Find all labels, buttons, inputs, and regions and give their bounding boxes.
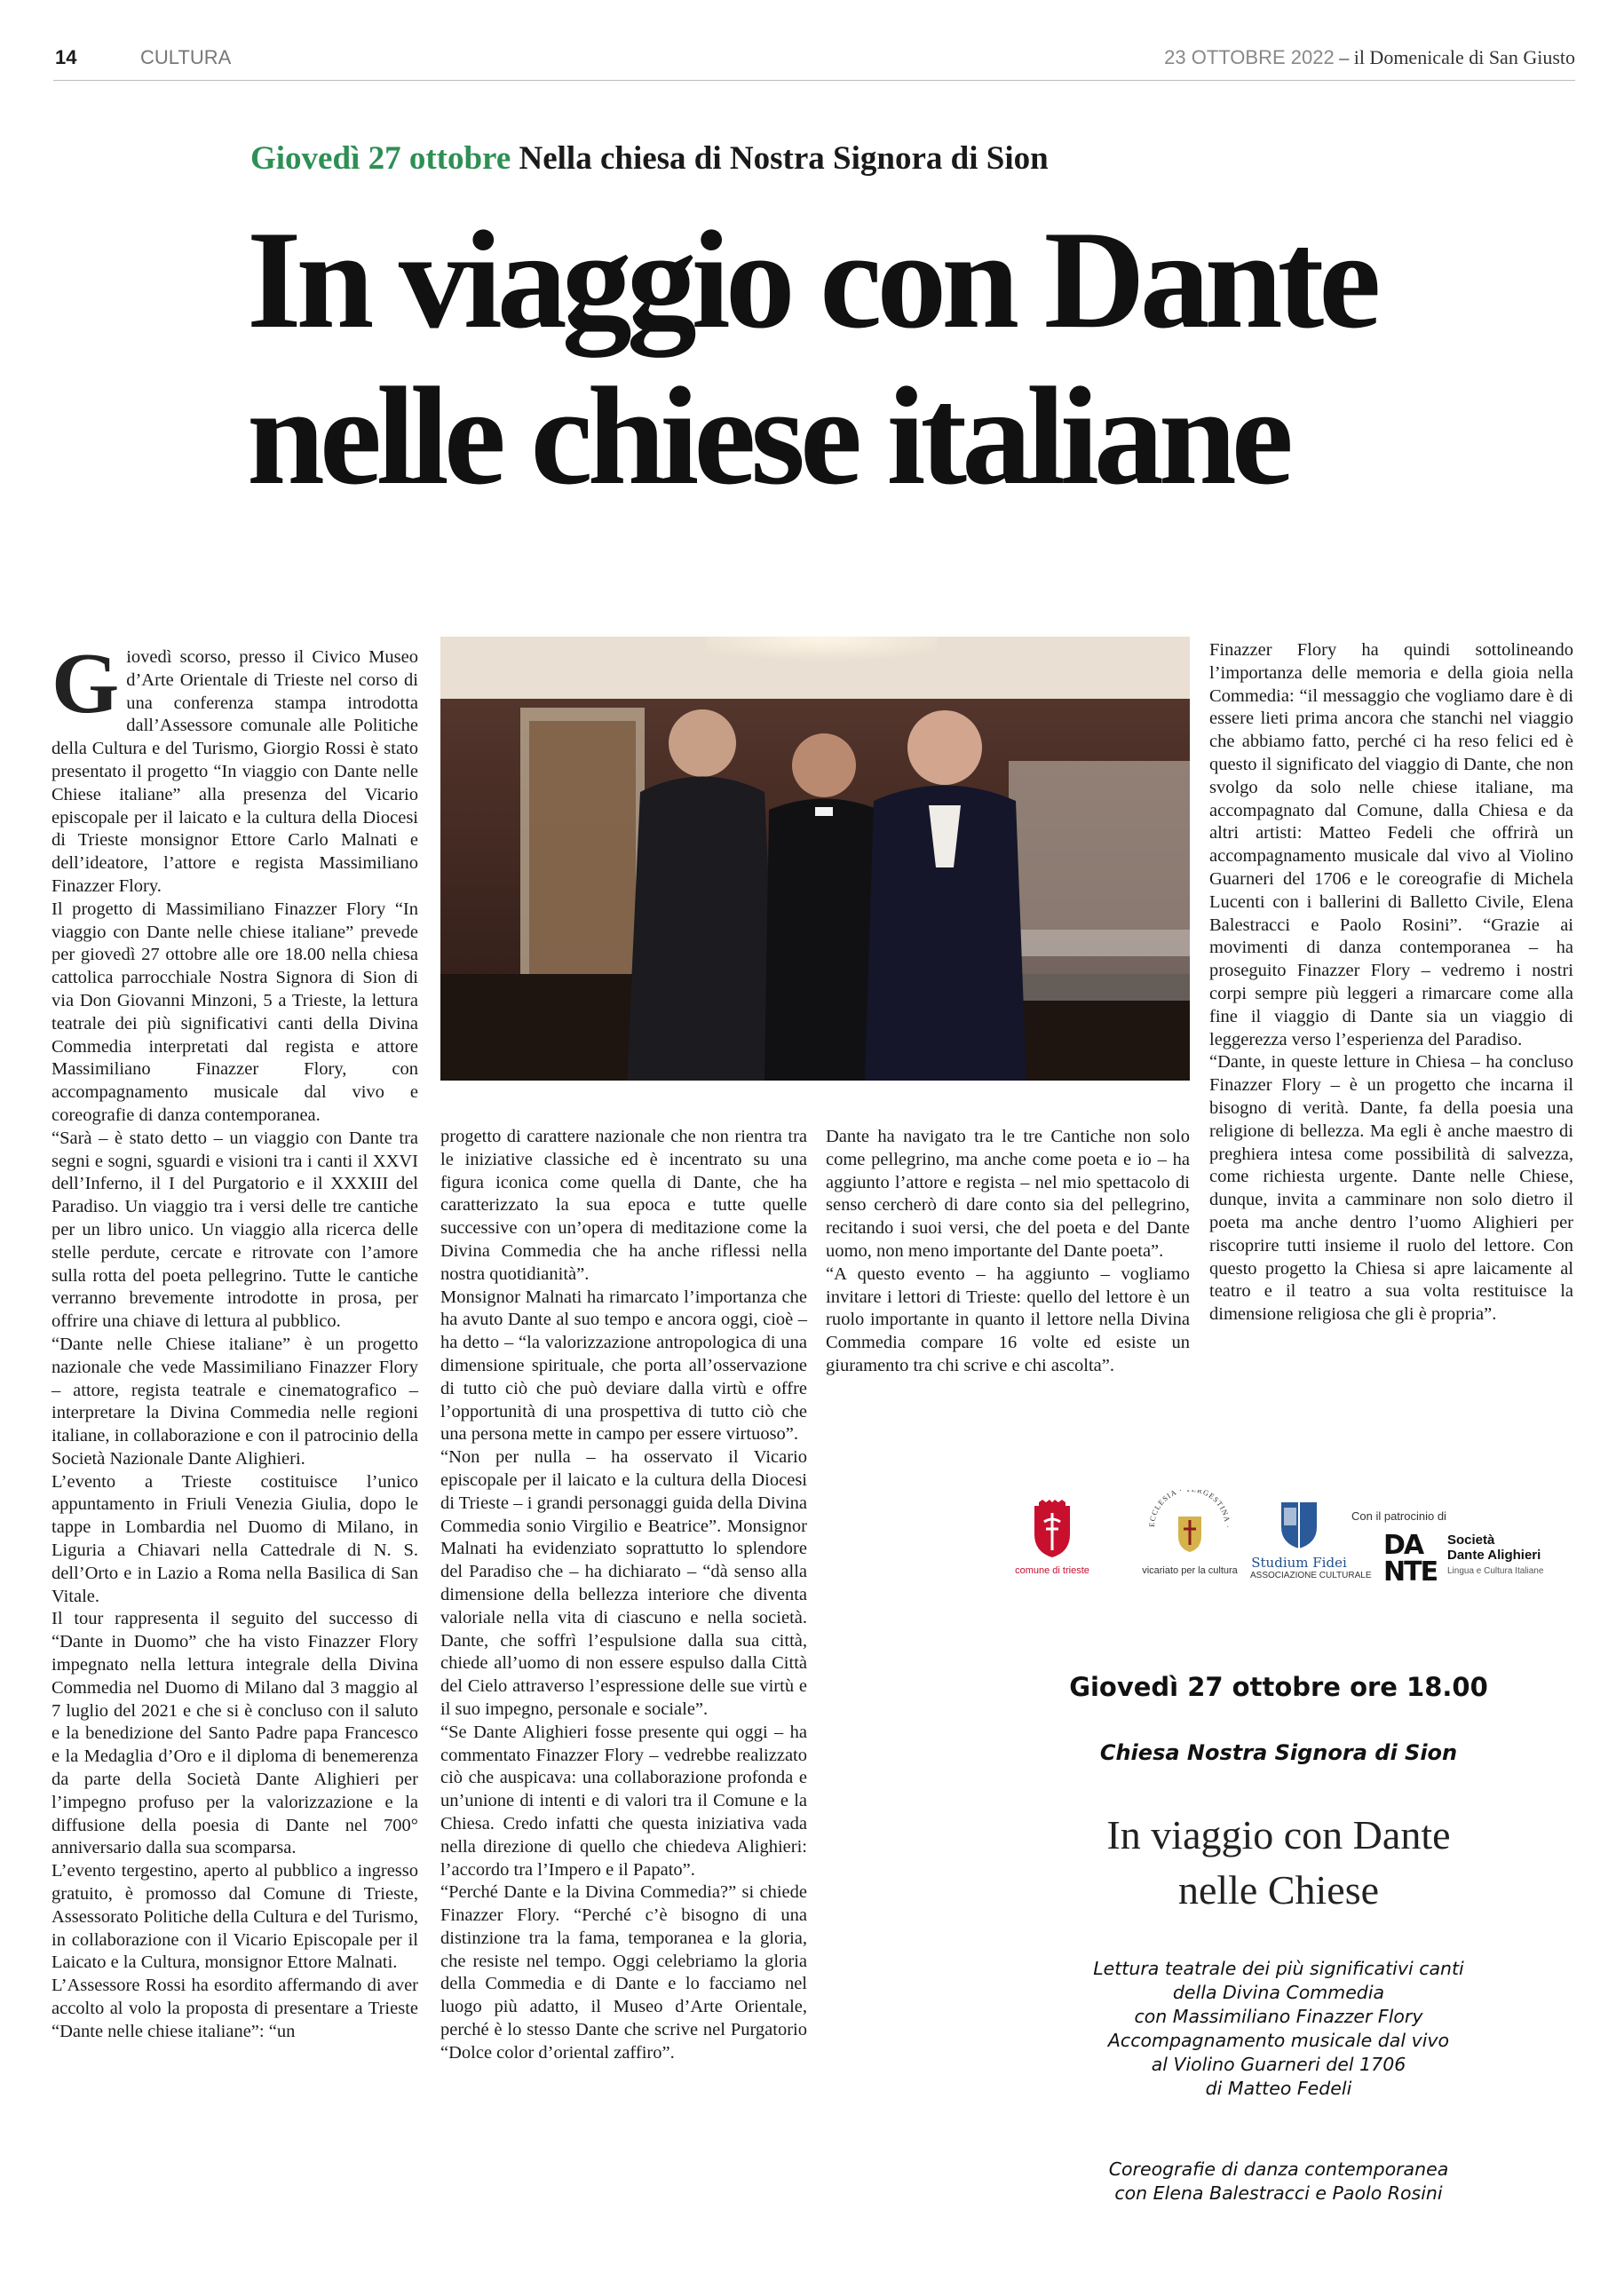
drop-cap: G	[51, 636, 120, 732]
article-paragraph: L’Assessore Rossi ha esordito affermando di aver accolto al volo la proposta di presentare a Trieste “Dante nelle chiese italiane”: “un	[51, 1976, 418, 2041]
dante-tagline: Lingua e Cultura Italiane	[1447, 1566, 1544, 1576]
paragraph-text: iovedì scorso, presso il Civico Museo d’Arte Orientale di Trieste nel corso di una conferenza stampa introdotta dall’Assessore comunale alle Politiche della Cultura e del Turismo, Giorgio Rossi è stato presentato il progetto “In viaggio con Dante nelle Chiese italiane” alla presenza del Vicario episcopale per il laicato e la cultura della Diocesi di Trieste monsignor Ettore Carlo Malnati e dell’ideatore, l’attore e regista Massimiliano Finazzer Flory.	[51, 647, 418, 896]
article-paragraph: “Se Dante Alighieri fosse presente qui oggi – ha commentato Finazzer Flory – vedrebbe realizzato ciò che auspicava: una collaborazione profonda e un’unione di intenti e di valori tra il Comune e la Chiesa. Credo infatti che questa iniziativa vada nella direzione di quello che chiedeva Alighieri: l’accordo tra l’Impero e il Papato”.	[440, 1722, 807, 1880]
article-column-2	[440, 1126, 807, 2065]
studium-sub: ASSOCIAZIONE CULTURALE	[1250, 1571, 1372, 1580]
article-paragraph: “Sarà – è stato detto – un viaggio con Dante tra segni e sogni, sguardi e visioni tra i canti il XXVI dell’Inferno, il I del Purgatorio e il XXXIII del Paradiso. Un viaggio tra i versi delle tre cantiche per un libro unico. Un viaggio alla ricerca delle stelle perdute, cercate e ritrovate con l’amore sulla rotta del poeta pellegrino. Tutte le cantiche verranno brevemente introdotte in prosa, per offrire una chiave di lettura al pubblico.	[51, 1128, 418, 1332]
issue-date: 23 OTTOBRE 2022	[1164, 46, 1335, 68]
event-choreo-line: con Elena Balestracci e Paolo Rosini	[1114, 2182, 1443, 2204]
event-choreo-line: Coreografie di danza contemporanea	[1108, 2158, 1449, 2180]
running-head-separator: –	[1334, 46, 1354, 68]
event-desc-line: con Massimiliano Finazzer Flory	[1134, 2006, 1423, 2027]
dante-mark: DANTE	[1383, 1530, 1438, 1588]
event-date: Giovedì 27 ottobre ore 18.00	[1069, 1672, 1488, 1702]
article-column-4	[1209, 639, 1573, 1327]
dante-name-1: Società	[1447, 1532, 1495, 1548]
article-paragraph: Il tour rappresenta il seguito del successo di “Dante in Duomo” che ha visto Finazzer Flory impegnato nella lettura integrale della Divina Commedia nel Duomo di Milano dal 3 maggio al 7 luglio del 2021 e che si è concluso con il saluto e la benedizione del Santo Padre papa Francesco e la Medaglia d’Oro e il diploma di benemerenza da parte della Società Dante Alighieri per l’impegno profuso per la valorizzazione e la diffusione della poesia di Dante nel 700° anniversario dalla sua scomparsa.	[51, 1609, 418, 1858]
event-title	[977, 1808, 1580, 1918]
headline-line-2: nelle chiese italiane	[247, 359, 1288, 514]
event-desc-line: al Violino Guarneri del 1706	[1151, 2054, 1406, 2075]
dante-name-2: Dante Alighieri	[1447, 1548, 1541, 1563]
article-paragraph: Finazzer Flory ha quindi sottolineando l’importanza delle memoria e della gioia nella Commedia: “il messaggio che vogliamo dare è di essere lieti prima ancora che stanchi nel viaggio che abbiamo fatto, perché ci ha reso felici ed è questo il significato del viaggio di Dante, che non svolgo da solo nelle chiese italiane, ma accompagnato dal Comune, dalla Chiesa e da altri artisti: Matteo Fedeli che offrirà un accompagnamento musicale dal vivo al Violino Guarneri del 1706 e le coreografie di Michela Lucenti con i ballerini di Balletto Civile, Elena Balestracci e Paolo Rosini”. “Grazie ai movimenti di danza contemporanea – ha proseguito Finazzer Flory – vedremo i nostri corpi sempre più leggeri a rimarcare come alla fine il viaggio di Dante sia un viaggio di leggerezza verso l’esperienza del Paradiso.	[1209, 640, 1573, 1049]
event-place: Chiesa Nostra Signora di Sion	[1099, 1740, 1458, 1765]
article-paragraph: L’evento a Trieste costituisce l’unico appuntamento in Friuli Venezia Giulia, dopo le tappe in Lombardia nel Duomo di Milano, in Liguria a Chiavari nella Cattedrale di N. S. dell’Orto e in Lazio a Roma nella Basilica di San Vitale.	[51, 1471, 418, 1606]
kicker-place: Nella chiesa di Nostra Signora di Sion	[511, 140, 1049, 177]
comune-label: comune di trieste	[1015, 1565, 1089, 1576]
section-label: CULTURA	[140, 46, 232, 68]
running-head	[1164, 46, 1575, 69]
header-rule	[53, 80, 1575, 81]
event-title-line-1: In viaggio con Dante	[1106, 1812, 1451, 1857]
article-paragraph: progetto di carattere nazionale che non rientra tra le iniziative classiche ed è incentrato su una figura iconica come quella di Dante, che ha caratterizzato la sua epoca e tutte quelle successive con un’opera di meditazione come la Divina Commedia che ha anche riflessi nella nostra quotidianità”.	[440, 1127, 807, 1284]
studium-fidei-logo	[1250, 1499, 1372, 1580]
halberd-shield-icon	[1012, 1499, 1092, 1561]
photo-illustration	[440, 637, 1190, 1081]
headline-line-1: In viaggio con Dante	[247, 202, 1376, 358]
article-column-1	[51, 636, 418, 2044]
article-paragraph: Monsignor Malnati ha rimarcato l’importanza che ha avuto Dante al suo tempo e ancora oggi, cioè – ha detto – “la valorizzazione antropologica di una dimensione spirituale, che porta all’osservazione di tutto ciò che può deviare dalla virtù e offre l’opportunità di una prospettiva di tutto ciò che una persona mette in campo per essere virtuoso”.	[440, 1287, 807, 1445]
headline	[247, 202, 1375, 515]
event-desc-line: di Matteo Fedeli	[1205, 2078, 1352, 2099]
seal-ring-text: ECCLESIA · RGESTINA ·	[1146, 1490, 1233, 1529]
article-column-3	[826, 1126, 1190, 1378]
article-paragraph: “Dante nelle Chiese italiane” è un progetto nazionale che vede Massimiliano Finazzer Flory – attore, regista teatrale e cinematografico – interpretare la Divina Commedia nelle regioni italiane, in collaborazione e con il patrocinio della Società Nazionale Dante Alighieri.	[51, 1334, 418, 1469]
article-paragraph: Il progetto di Massimiliano Finazzer Flory “In viaggio con Dante nelle chiese italiane” prevede per giovedì 27 ottobre alle ore 18.00 nella chiesa cattolica parrocchiale Nostra Signora di Sion di via Don Giovanni Minzoni, 5 a Trieste, la lettura teatrale dei più significativi canti della Divina Commedia interpretati dal regista e attore Massimiliano Finazzer Flory, con accompagnamento musicale dal vivo e coreografie di danza contemporanea.	[51, 899, 418, 1125]
article-paragraph: “Non per nulla – ha osservato il Vicario episcopale per il laicato e la cultura della Diocesi di Trieste – i grandi personaggi guida della Divina Commedia sonio Virgilio e Beatrice”. Monsignor Malnati ha evidenziato soprattutto lo splendore del Paradiso che – ha dichiarato – “dà senso alla dimensione della bellezza interiore che diventa valoriale nella vita di ciascuno e nella società. Dante, che soffrì l’espulsione dalla sua città, chiede all’uomo di non essere espulso dalla Città del Cielo attraverso l’espressione delle sue virtù e il suo impegno, personale e sociale”.	[440, 1447, 807, 1719]
vicariato-logo	[1123, 1490, 1256, 1576]
event-desc-line: della Divina Commedia	[1172, 1982, 1385, 2003]
article-paragraph	[51, 636, 418, 899]
studium-name: Studium Fidei	[1251, 1555, 1347, 1571]
kicker-date: Giovedì 27 ottobre	[250, 140, 511, 177]
kicker	[250, 139, 1049, 178]
article-paragraph: “A questo evento – ha aggiunto – vogliamo invitare i lettori di Trieste: quello del lettore è un ruolo importante in quanto il lettore nella Divina Commedia compare 16 volte ed esiste un giuramento tra chi scrive e chi ascolta”.	[826, 1263, 1190, 1375]
article-paragraph: “Dante, in queste letture in Chiesa – ha concluso Finazzer Flory – è un progetto che incarna il bisogno di verità. Dante, fa della poesia una religione di bellezza. Ma egli è anche maestro di preghiera intesa come possibilità di salvezza, come richiesta urgente. Dante nelle Chiese, dunque, invita a camminare non solo dietro il poeta ma anche dentro l’uomo Alighieri per riscoprire tutti insieme il ruolo del lettore. Con questo progetto la Chiesa si apre laicamente al teatro e il teatro a sua volta restituisce la dimensione religiosa che gli è propria”.	[1209, 1052, 1573, 1325]
article-paragraph: L’evento tergestino, aperto al pubblico a ingresso gratuito, è promosso dal Comune di Trieste, Assessorato Politiche della Cultura e del Turismo, in collaborazione con il Vicario Episcopale per il Laicato e la Cultura, monsignor Ettore Malnati.	[51, 1861, 418, 1973]
patrocinio-label: Con il patrocinio di	[1351, 1509, 1446, 1523]
article-paragraph: Dante ha navigato tra le tre Cantiche non solo come pellegrino, ma anche come poeta e io – ha aggiunto l’attore e regista – nel mio spettacolo di senso cercherò di dare conto sia del pellegrino, recitando i suoi versi, che del poeta e del Dante uomo, non meno importante del Dante poeta”.	[826, 1127, 1190, 1261]
svg-text:ECCLESIA · TERGESTINA · SANCTA	[1123, 1490, 1232, 1529]
publication-name: il Domenicale di San Giusto	[1353, 46, 1575, 68]
event-desc-line: Accompagnamento musicale dal vivo	[1107, 2030, 1450, 2051]
page-number: 14	[55, 46, 77, 68]
event-title-line-2: nelle Chiese	[1177, 1867, 1380, 1913]
article-photo	[440, 637, 1190, 1081]
event-desc-line: Lettura teatrale dei più significativi canti	[1093, 1958, 1464, 1979]
comune-di-trieste-logo	[1012, 1499, 1092, 1576]
event-description	[994, 1957, 1563, 2101]
article-paragraph: “Perché Dante e la Divina Commedia?” si chiede Finazzer Flory. “Perché c’è bisogno di una distinzione tra la fama, temporanea e la gloria, che resiste nel tempo. Oggi celebriamo la gloria della Commedia e di Dante e lo facciamo nel luogo più adatto, il Museo d’Arte Orientale, perché è lo stesso Dante che scrive nel Purgatorio “Dolce color d’oriental zaffiro”.	[440, 1882, 807, 2063]
shield-icon	[1250, 1499, 1348, 1550]
event-choreography	[994, 2158, 1563, 2206]
ecclesia-seal-icon	[1123, 1490, 1256, 1561]
dante-alighieri-logo	[1383, 1529, 1596, 1591]
vicariato-label: vicariato per la cultura	[1142, 1565, 1238, 1576]
